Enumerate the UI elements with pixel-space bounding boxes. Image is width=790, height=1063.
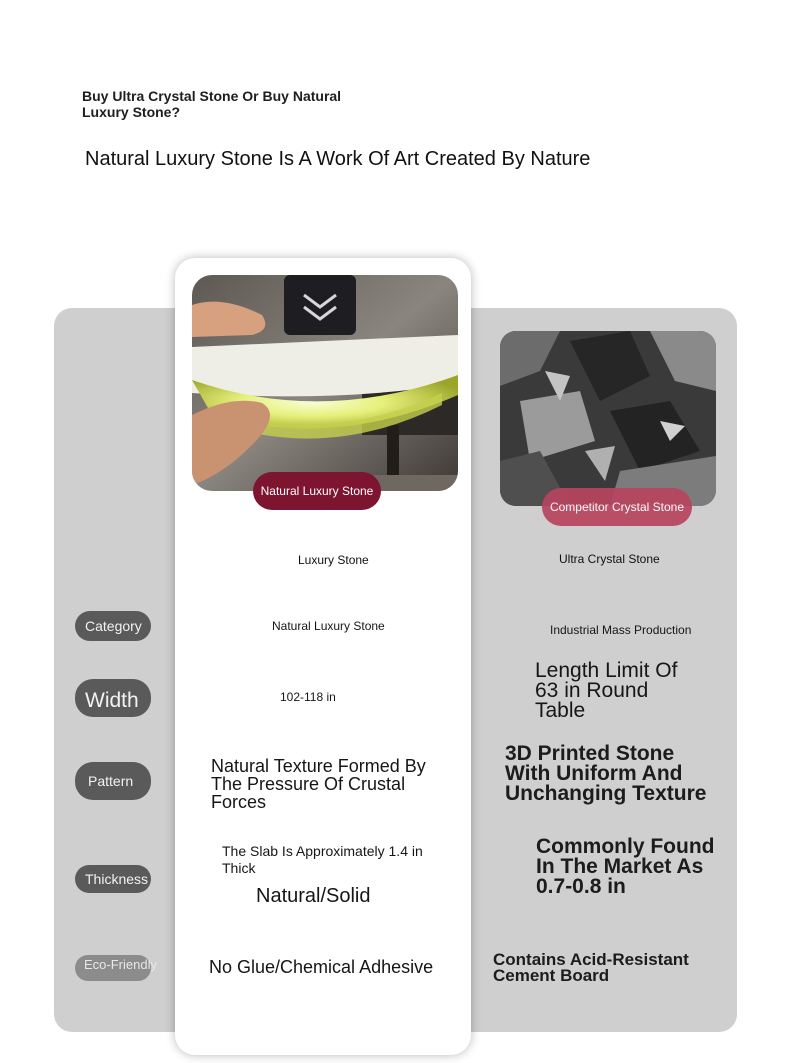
row-label-eco-friendly: Eco-Friendly bbox=[75, 955, 151, 981]
competitor-width-value: Length Limit Of 63 in Round Table bbox=[535, 659, 678, 722]
competitor-eco-value: Contains Acid-Resistant Cement Board bbox=[493, 950, 689, 985]
page-subtitle: Buy Ultra Crystal Stone Or Buy Natural Luxury Stone? bbox=[82, 88, 342, 120]
row-label-pattern: Pattern bbox=[75, 762, 151, 800]
natural-eco-value: No Glue/Chemical Adhesive bbox=[209, 957, 434, 977]
competitor-thickness-value: Commonly Found In The Market As 0.7-0.8 in bbox=[536, 835, 715, 898]
crystal-stone-photo bbox=[500, 331, 716, 506]
competitor-column-title: Ultra Crystal Stone bbox=[559, 552, 660, 566]
natural-width-value: 102-118 in bbox=[280, 690, 336, 704]
row-label-width: Width bbox=[75, 679, 151, 717]
natural-column-title: Luxury Stone bbox=[298, 553, 369, 567]
competitor-stone-badge: Competitor Crystal Stone bbox=[542, 488, 692, 526]
natural-solidity-value: Natural/Solid bbox=[256, 885, 371, 907]
page-title: Natural Luxury Stone Is A Work Of Art Created By Nature bbox=[85, 148, 591, 170]
natural-stone-photo bbox=[192, 275, 458, 491]
natural-stone-badge: Natural Luxury Stone bbox=[253, 472, 381, 510]
competitor-category-value: Industrial Mass Production bbox=[550, 623, 692, 637]
natural-category-value: Natural Luxury Stone bbox=[272, 619, 385, 633]
natural-pattern-value: Natural Texture Formed By The Pressure Of Crustal Forces bbox=[211, 756, 426, 812]
row-label-category: Category bbox=[75, 611, 151, 641]
natural-thickness-value: The Slab Is Approximately 1.4 in Thick bbox=[222, 843, 423, 876]
competitor-pattern-value: 3D Printed Stone With Uniform And Unchanging Texture bbox=[505, 742, 707, 805]
row-label-thickness: Thickness bbox=[75, 865, 151, 893]
